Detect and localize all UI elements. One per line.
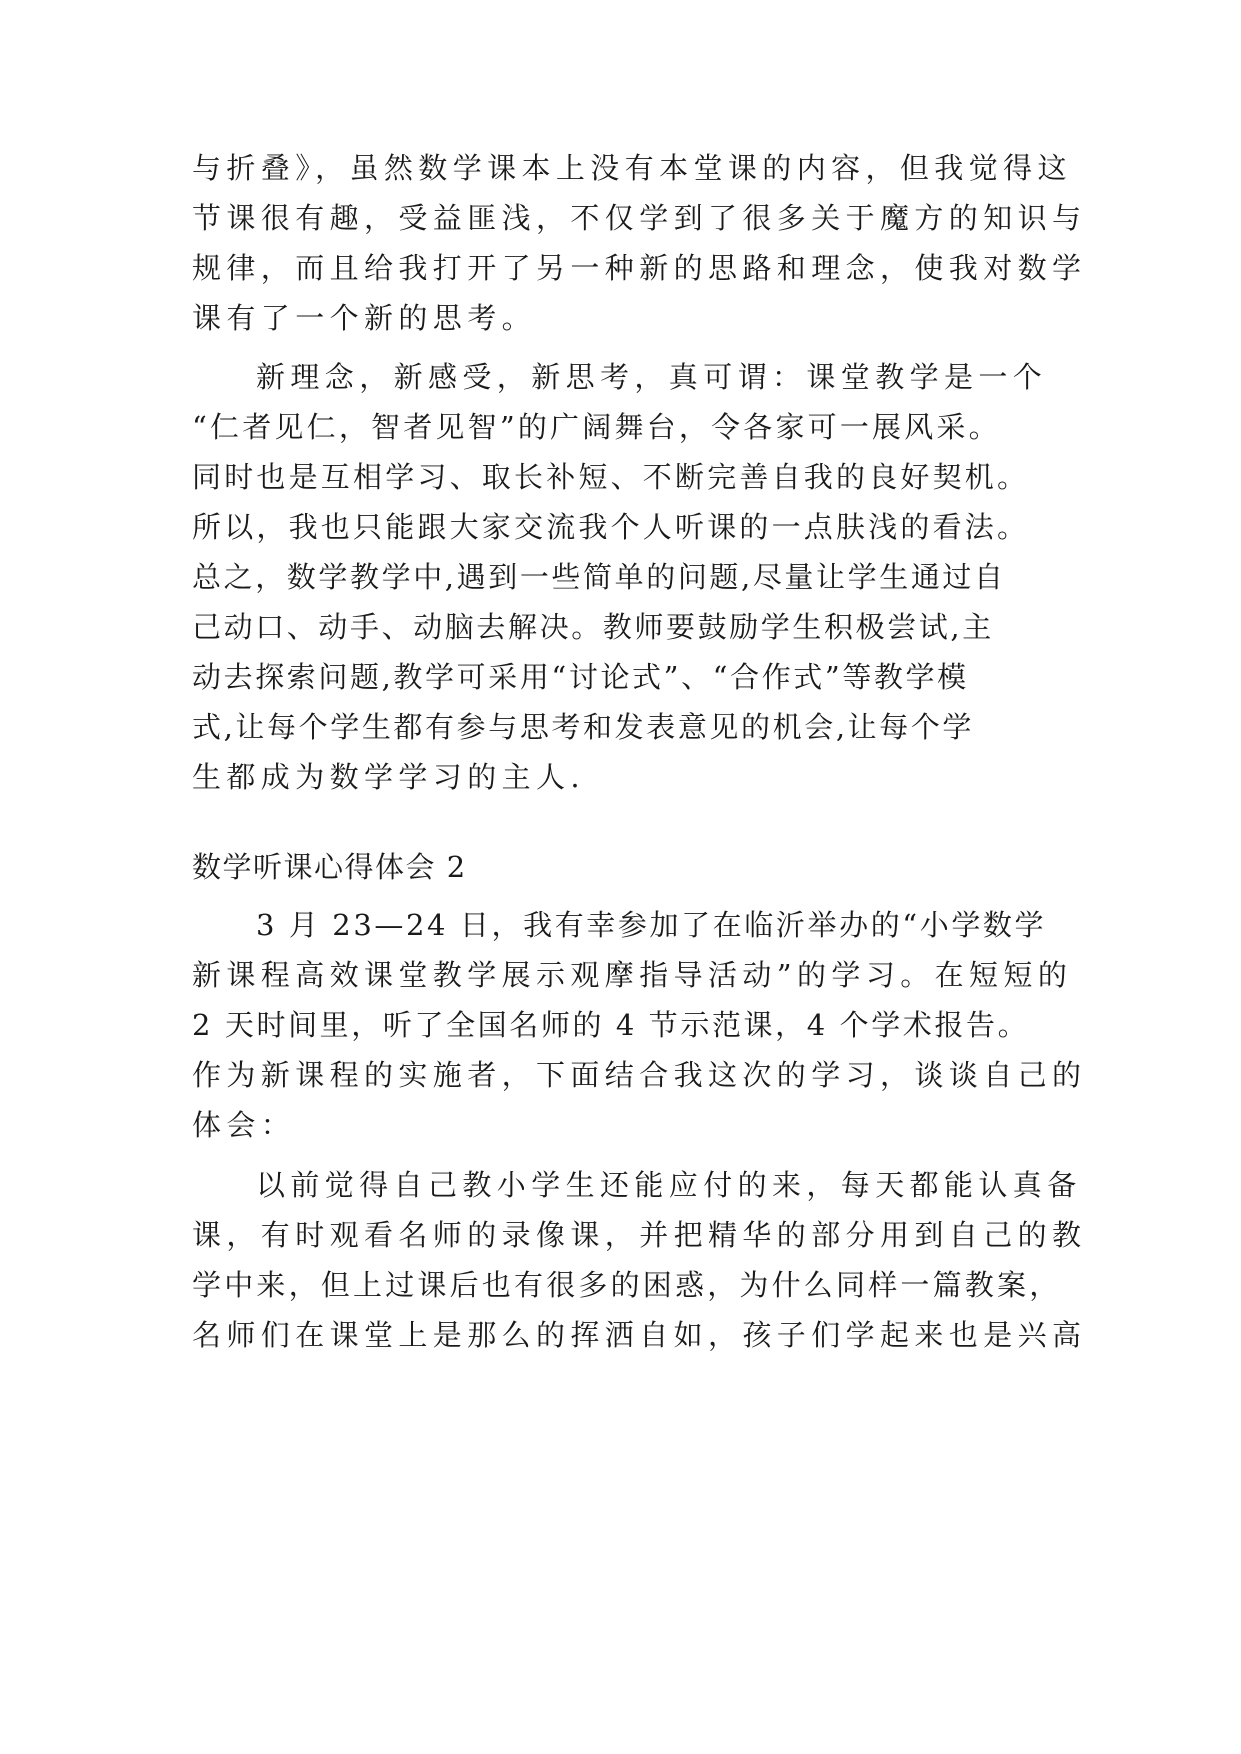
section-heading: 数学听课心得体会 2 (192, 850, 467, 884)
paragraph-first-line: 3 月 23—24 日，我有幸参加了在临沂举办的“小学数学 (256, 908, 1047, 942)
paragraph-first-line: 以前觉得自己教小学生还能应付的来，每天都能认真备 (256, 1168, 1082, 1202)
paragraph-first-line: 新理念，新感受，新思考，真可谓：课堂教学是一个 (256, 360, 1048, 394)
text-line: 规律，而且给我打开了另一种新的思路和理念，使我对数学 (192, 251, 1087, 285)
text-line: 总之，数学教学中,遇到一些简单的问题,尽量让学生通过自 (192, 560, 1006, 594)
text-line: 2 天时间里，听了全国名师的 4 节示范课，4 个学术报告。 (192, 1008, 1030, 1042)
text-line: 己动口、动手、动脑去解决。教师要鼓励学生积极尝试,主 (192, 610, 994, 644)
text-line: 课有了一个新的思考。 (192, 301, 537, 335)
text-line: 课，有时观看名师的录像课，并把精华的部分用到自己的教 (192, 1218, 1087, 1252)
text-line: 动去探索问题,教学可采用“讨论式”、“合作式”等教学模 (192, 660, 969, 694)
text-line: 节课很有趣，受益匪浅，不仅学到了很多关于魔方的知识与 (192, 201, 1087, 235)
text-line: 体会： (192, 1108, 296, 1142)
text-line: 所以，我也只能跟大家交流我个人听课的一点肤浅的看法。 (192, 510, 1030, 544)
text-line: 生都成为数学学习的主人. (192, 760, 586, 794)
text-line: 作为新课程的实施者，下面结合我这次的学习，谈谈自己的 (192, 1058, 1087, 1092)
text-line: “仁者见仁，智者见智”的广阔舞台，令各家可一展风采。 (192, 410, 1001, 444)
text-line: 式,让每个学生都有参与思考和发表意见的机会,让每个学 (192, 710, 975, 744)
text-line: 新课程高效课堂教学展示观摩指导活动”的学习。在短短的 (192, 958, 1073, 992)
text-line: 学中来，但上过课后也有很多的困惑，为什么同样一篇教案， (192, 1268, 1062, 1302)
text-line: 同时也是互相学习、取长补短、不断完善自我的良好契机。 (192, 460, 1030, 494)
text-line: 与折叠》，虽然数学课本上没有本堂课的内容，但我觉得这 (192, 151, 1072, 185)
text-line: 名师们在课堂上是那么的挥洒自如，孩子们学起来也是兴高 (192, 1318, 1087, 1352)
